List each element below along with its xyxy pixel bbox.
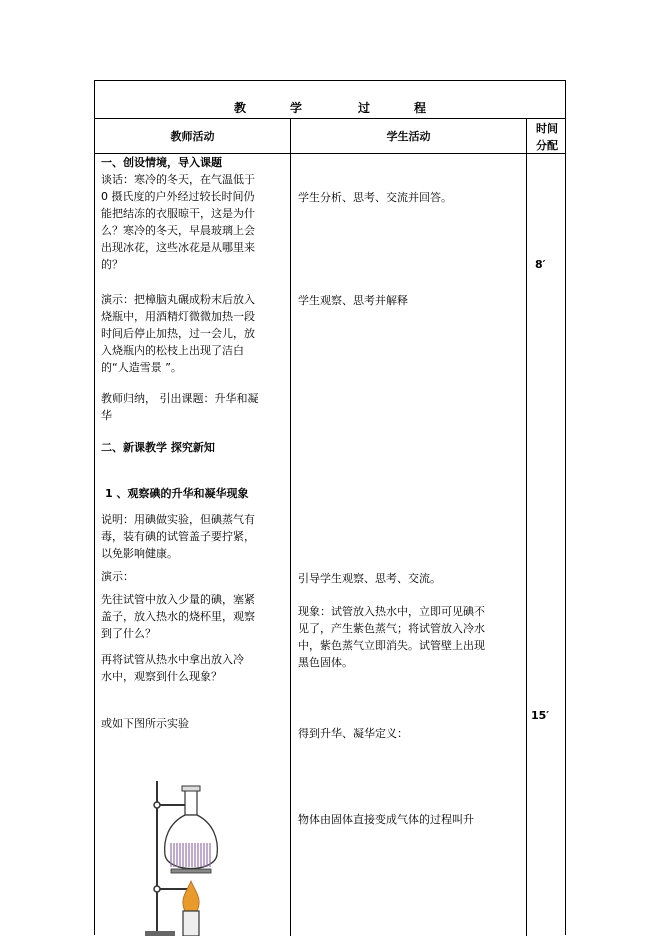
flame (183, 881, 199, 911)
header-teacher: 教师活动 (170, 130, 215, 143)
text-line: 华 (101, 409, 112, 422)
sublimation-apparatus-illustration (135, 781, 255, 936)
text-line: 的“人造雪景 ”。 (101, 361, 182, 374)
stand-base (145, 931, 175, 936)
title-char: 学 (289, 101, 302, 115)
header-time-line2: 分配 (536, 139, 558, 152)
flask-neck (185, 789, 197, 815)
header-time (527, 120, 567, 154)
text-line: 么？寒冷的冬天，早晨玻璃上会 (101, 224, 255, 237)
demo-block (101, 291, 289, 376)
definition-text: 物体由固体直接变成气体的过程叫升 (298, 813, 474, 826)
text-line: 先往试管中放入少量的碘，塞紧 (101, 593, 255, 606)
burner (183, 911, 199, 936)
teacher-column (101, 154, 289, 732)
section1-heading: 一、创设情境，导入课题 (101, 156, 222, 169)
text-line: 黑色固体。 (298, 656, 353, 669)
text-line: 谈话：寒冷的冬天，在气温低于 (101, 173, 255, 186)
note-block (101, 511, 289, 562)
text-line: 再将试管从热水中拿出放入冷 (101, 653, 244, 666)
table-title (95, 99, 565, 116)
talk-block (101, 171, 289, 273)
text-line: 烧瓶中，用酒精灯微微加热一段 (101, 310, 255, 323)
time-allocation-1: 8′ (535, 258, 546, 271)
student-response-2: 学生观察、思考并解释 (298, 294, 408, 307)
col-divider (526, 118, 527, 936)
text-line: 到了什么？ (101, 627, 156, 640)
definition-label: 得到升华、凝华定义： (298, 727, 408, 740)
student-response-3: 引导学生观察、思考、交流。 (298, 572, 441, 585)
sub1-heading: 1 、观察碘的升华和凝华现象 (105, 487, 249, 500)
text-line: 演示：把樟脑丸碾成粉末后放入 (101, 293, 255, 306)
gauze (171, 869, 211, 873)
text-line: 时间后停止加热，过一会儿，放 (101, 327, 255, 340)
summary-block (101, 390, 289, 424)
row-divider (95, 118, 565, 119)
text-line: 能把结冻的衣服晾干，这是为什 (101, 207, 255, 220)
alt-experiment-label: 或如下图所示实验 (101, 717, 189, 730)
step1-block (101, 591, 289, 642)
text-line: 的？ (101, 258, 123, 271)
title-char: 程 (414, 101, 427, 115)
text-line: 教师归纳， 引出课题：升华和凝 (101, 392, 259, 405)
student-response-1: 学生分析、思考、交流并回答。 (298, 191, 452, 204)
text-line: 出现冰花，这些冰花是从哪里来 (101, 241, 255, 254)
header-student: 学生活动 (386, 130, 431, 143)
text-line: 盖子，放入热水的烧杯里，观察 (101, 610, 255, 623)
text-line: 现象：试管放入热水中，立即可见碘不 (298, 605, 485, 618)
header-time-line1: 时间 (536, 122, 558, 135)
title-char: 教 (233, 101, 246, 115)
flask-stopper (182, 786, 200, 791)
text-line: 入烧瓶内的松枝上出现了洁白 (101, 344, 244, 357)
step2-block (101, 651, 289, 685)
text-line: 0 摄氏度的户外经过较长时间仍 (101, 190, 255, 203)
col-divider (290, 118, 291, 936)
text-line: 毒，装有碘的试管盖子要拧紧， (101, 530, 255, 543)
text-line: 水中，观察到什么现象？ (101, 670, 222, 683)
time-allocation-2: 15′ (531, 709, 550, 722)
text-line: 中，紫色蒸气立即消失。试管壁上出现 (298, 639, 485, 652)
text-line: 见了，产生紫色蒸气；将试管放入冷水 (298, 622, 485, 635)
text-line: 以免影响健康。 (101, 547, 178, 560)
text-line: 说明：用碘做实验，但碘蒸气有 (101, 513, 255, 526)
demo2-label: 演示： (101, 570, 134, 583)
phenomenon-block (298, 603, 524, 671)
section2-heading: 二、新课教学 探究新知 (101, 441, 215, 454)
title-char: 过 (358, 101, 371, 115)
lesson-table (94, 80, 566, 935)
